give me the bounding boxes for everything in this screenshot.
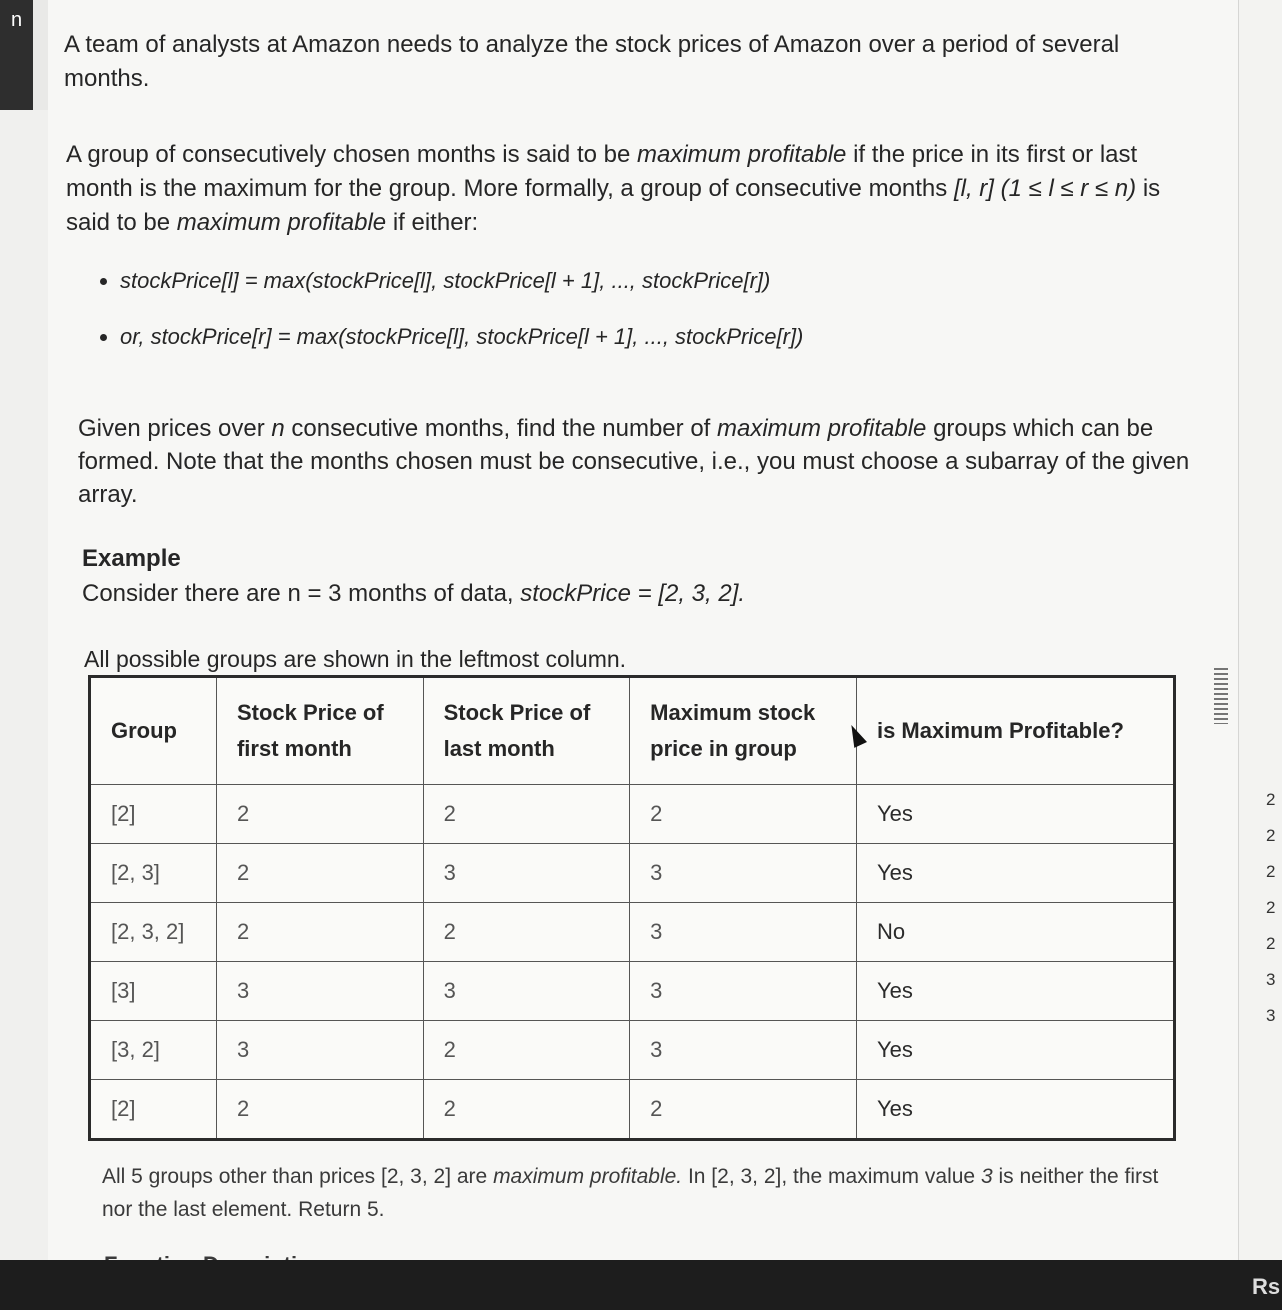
column-header-profitable: is Maximum Profitable? — [856, 677, 1174, 785]
task-n: n — [271, 415, 285, 442]
groups-table — [88, 675, 1176, 1141]
test-case-values — [1266, 790, 1275, 1042]
task-paragraph — [78, 412, 1198, 511]
value-line: 2 — [1266, 898, 1276, 917]
definition-paragraph — [66, 138, 1206, 240]
example-array: stockPrice = [2, 3, 2]. — [520, 580, 746, 607]
def-text: is said to be — [66, 175, 1161, 236]
sidebar-tab-glyph: n — [10, 9, 23, 31]
run-button[interactable]: Rs — [1252, 1274, 1281, 1299]
task-text: Given prices over — [78, 415, 272, 442]
def-range: [l, r] (1 ≤ l ≤ r ≤ n) — [953, 175, 1137, 202]
column-header-group: Group — [90, 677, 217, 785]
task-term: maximum profitable — [717, 415, 927, 442]
def-text: A group of consecutively chosen months is said to be — [66, 141, 637, 168]
table-header-row — [90, 677, 1175, 785]
value-line: 3 — [1266, 970, 1276, 989]
example-text — [82, 577, 745, 611]
task-text: groups which can be formed. Note that the months chosen must be consecutive, i.e., you must choose a subarray of the given array. — [78, 415, 1190, 508]
def-term: maximum profitable — [637, 141, 847, 168]
column-header-last-price: Stock Price of last month — [423, 677, 630, 785]
bottom-bar — [0, 1260, 1282, 1310]
condition-item: • stockPrice[l] = max(stockPrice[l], stockPrice[l + 1], ..., stockPrice[r]) — [120, 262, 803, 318]
sidebar-tab[interactable] — [0, 0, 33, 110]
table-row: [3, 2] 3 2 3 Yes — [90, 1021, 1175, 1080]
table-row: [2, 3, 2] 2 2 3 No — [90, 903, 1175, 962]
table-row: [3] 3 3 3 Yes — [90, 962, 1175, 1021]
example-summary: All 5 groups other than prices [2, 3, 2] are maximum profitable. In [2, 3, 2], the maximum value 3 is neither the first nor the last element. Return 5. — [102, 1165, 1159, 1221]
editor-panel — [1238, 0, 1282, 1260]
column-header-max-price: Maximum stock price in group — [630, 677, 857, 785]
drag-handle-icon[interactable] — [1214, 668, 1228, 724]
task-text: consecutive months, find the number of — [284, 415, 717, 442]
table-row: [2] 2 2 2 Yes — [90, 1080, 1175, 1140]
intro-paragraph: A team of analysts at Amazon needs to analyze the stock prices of Amazon over a period of several months. — [64, 31, 1120, 92]
value-line: 2 — [1266, 826, 1276, 845]
example-text-plain: Consider there are n = 3 months of data, — [82, 580, 521, 607]
def-term: maximum profitable — [176, 209, 387, 236]
def-text: if the price in its first or last month is the maximum for the group. More formally, a group of consecutive months — [66, 141, 1138, 202]
value-line: 3 — [1266, 1006, 1276, 1025]
condition-list — [90, 262, 803, 374]
value-line: 2 — [1266, 862, 1276, 881]
value-line: 2 — [1266, 934, 1276, 953]
left-gutter — [0, 110, 48, 1260]
def-text: if either: — [386, 209, 479, 236]
table-row: [2] 2 2 2 Yes — [90, 785, 1175, 844]
value-line: 2 — [1266, 790, 1276, 809]
column-header-first-price: Stock Price of first month — [216, 677, 423, 785]
condition-item: • or, stockPrice[r] = max(stockPrice[l], stockPrice[l + 1], ..., stockPrice[r]) — [120, 318, 803, 374]
table-row: [2, 3] 2 3 3 Yes — [90, 844, 1175, 903]
example-heading: Example — [82, 545, 181, 572]
table-caption: All possible groups are shown in the leftmost column. — [84, 646, 627, 672]
